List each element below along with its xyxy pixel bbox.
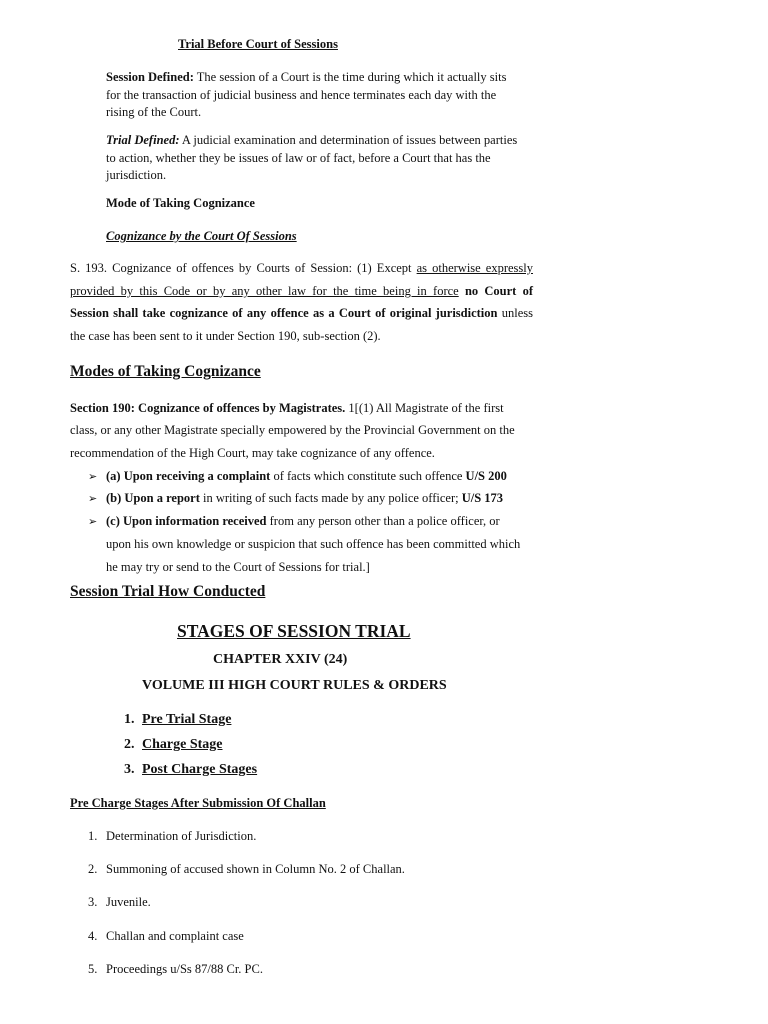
bullet-text (106, 469, 507, 484)
stage-label: Charge Stage (142, 737, 223, 752)
bullet-bold: (b) Upon a report (106, 491, 200, 505)
item-text: Determination of Jurisdiction. (106, 829, 257, 843)
trial-defined-text-1: A judicial examination and determination of issues between parties (181, 133, 518, 147)
trial-defined-line-2: to action, whether they be issues of law or of fact, before a Court that has the (106, 151, 491, 165)
pre-charge-item (0, 829, 600, 847)
bullet-bold: (a) Upon receiving a complaint (106, 469, 271, 483)
bullet-rest: of facts which constitute such offence (273, 469, 463, 483)
bullet-text (106, 491, 503, 506)
s190-line-1-rest: 1[(1) All Magistrate of the first (348, 401, 504, 415)
stage-list-item (0, 762, 400, 782)
bullet-rest: from any person other than a police officer, or (269, 514, 500, 528)
session-defined-text-1: The session of a Court is the time during which it actually sits (196, 70, 507, 84)
chapter-heading: CHAPTER XXIV (24) (213, 652, 348, 667)
pre-charge-item (0, 962, 600, 980)
session-trial-heading: Session Trial How Conducted (70, 583, 266, 600)
stage-number: 2. (124, 737, 135, 752)
arrow-bullet-icon: ➢ (88, 471, 98, 483)
bullet-item (0, 491, 600, 509)
modes-heading: Modes of Taking Cognizance (70, 363, 261, 380)
stage-number: 3. (124, 762, 135, 777)
item-text: Juvenile. (106, 895, 151, 909)
s193-line-3-a: Session shall take cognizance of any offence as a Court of original jurisdiction (70, 306, 498, 320)
bullet-tail: U/S 200 (465, 469, 507, 483)
arrow-bullet-icon: ➢ (88, 516, 98, 528)
stage-list-item (0, 737, 400, 757)
document-title: Trial Before Court of Sessions (178, 37, 338, 51)
pre-charge-item (0, 895, 600, 913)
item-text: Proceedings u/Ss 87/88 Cr. PC. (106, 962, 263, 976)
s193-line-3-b: unless (501, 306, 533, 320)
stages-heading: STAGES OF SESSION TRIAL (177, 621, 411, 641)
trial-defined-label: Trial Defined: (106, 133, 180, 147)
trial-defined-line-1 (106, 133, 517, 148)
item-number: 3. (88, 895, 98, 909)
s190-line-3: recommendation of the High Court, may take cognizance of any offence. (70, 446, 435, 460)
trial-defined-line-3: jurisdiction. (106, 168, 167, 182)
s193-line-2-a: provided by this Code or by any other law for the time being in force (70, 284, 459, 298)
session-defined-line-3: rising of the Court. (106, 105, 202, 119)
pre-charge-heading: Pre Charge Stages After Submission Of Challan (70, 796, 326, 810)
pre-charge-item (0, 929, 600, 947)
bullet-rest: in writing of such facts made by any police officer; (203, 491, 459, 505)
bullet-item (0, 514, 600, 574)
s190-line-1-bold: Section 190: Cognizance of offences by Magistrates. (70, 401, 346, 415)
s193-line-2 (70, 284, 533, 299)
s190-line-1 (70, 401, 504, 416)
pre-charge-item (0, 862, 600, 880)
stage-label: Pre Trial Stage (142, 712, 232, 727)
item-number: 1. (88, 829, 98, 843)
arrow-bullet-icon: ➢ (88, 493, 98, 505)
mode-heading: Mode of Taking Cognizance (106, 196, 255, 210)
cognizance-heading: Cognizance by the Court Of Sessions (106, 229, 297, 243)
s193-line-3 (70, 306, 533, 321)
item-number: 2. (88, 862, 98, 876)
stage-list-item (0, 712, 400, 732)
item-number: 4. (88, 929, 98, 943)
session-defined-line-2: for the transaction of judicial business and hence terminates each day with the (106, 88, 497, 102)
s193-line-4: the case has been sent to it under Section 190, sub-section (2). (70, 329, 381, 343)
session-defined-line-1 (106, 70, 506, 85)
item-text: Summoning of accused shown in Column No. 2 of Challan. (106, 862, 405, 876)
s193-line-1-b: as otherwise expressly (416, 261, 533, 275)
bullet-continuation: he may try or send to the Court of Sessions for trial.] (106, 560, 370, 574)
item-number: 5. (88, 962, 98, 976)
bullet-item (0, 469, 600, 487)
session-defined-label: Session Defined: (106, 70, 194, 84)
volume-heading: VOLUME III HIGH COURT RULES & ORDERS (142, 678, 447, 693)
bullet-tail: U/S 173 (461, 491, 504, 505)
s193-line-1 (70, 261, 533, 276)
bullet-continuation: upon his own knowledge or suspicion that such offence has been committed which (106, 537, 521, 551)
s190-line-2: class, or any other Magistrate specially empowered by the Provincial Government on the (70, 423, 515, 437)
stage-number: 1. (124, 712, 135, 727)
stage-label: Post Charge Stages (142, 762, 258, 777)
bullet-bold: (c) Upon information received (106, 514, 267, 528)
s193-line-2-b: no Court of (464, 284, 533, 298)
bullet-text (106, 514, 500, 529)
item-text: Challan and complaint case (106, 929, 244, 943)
s193-line-1-a: S. 193. Cognizance of offences by Courts of Session: (1) Except (70, 261, 412, 275)
